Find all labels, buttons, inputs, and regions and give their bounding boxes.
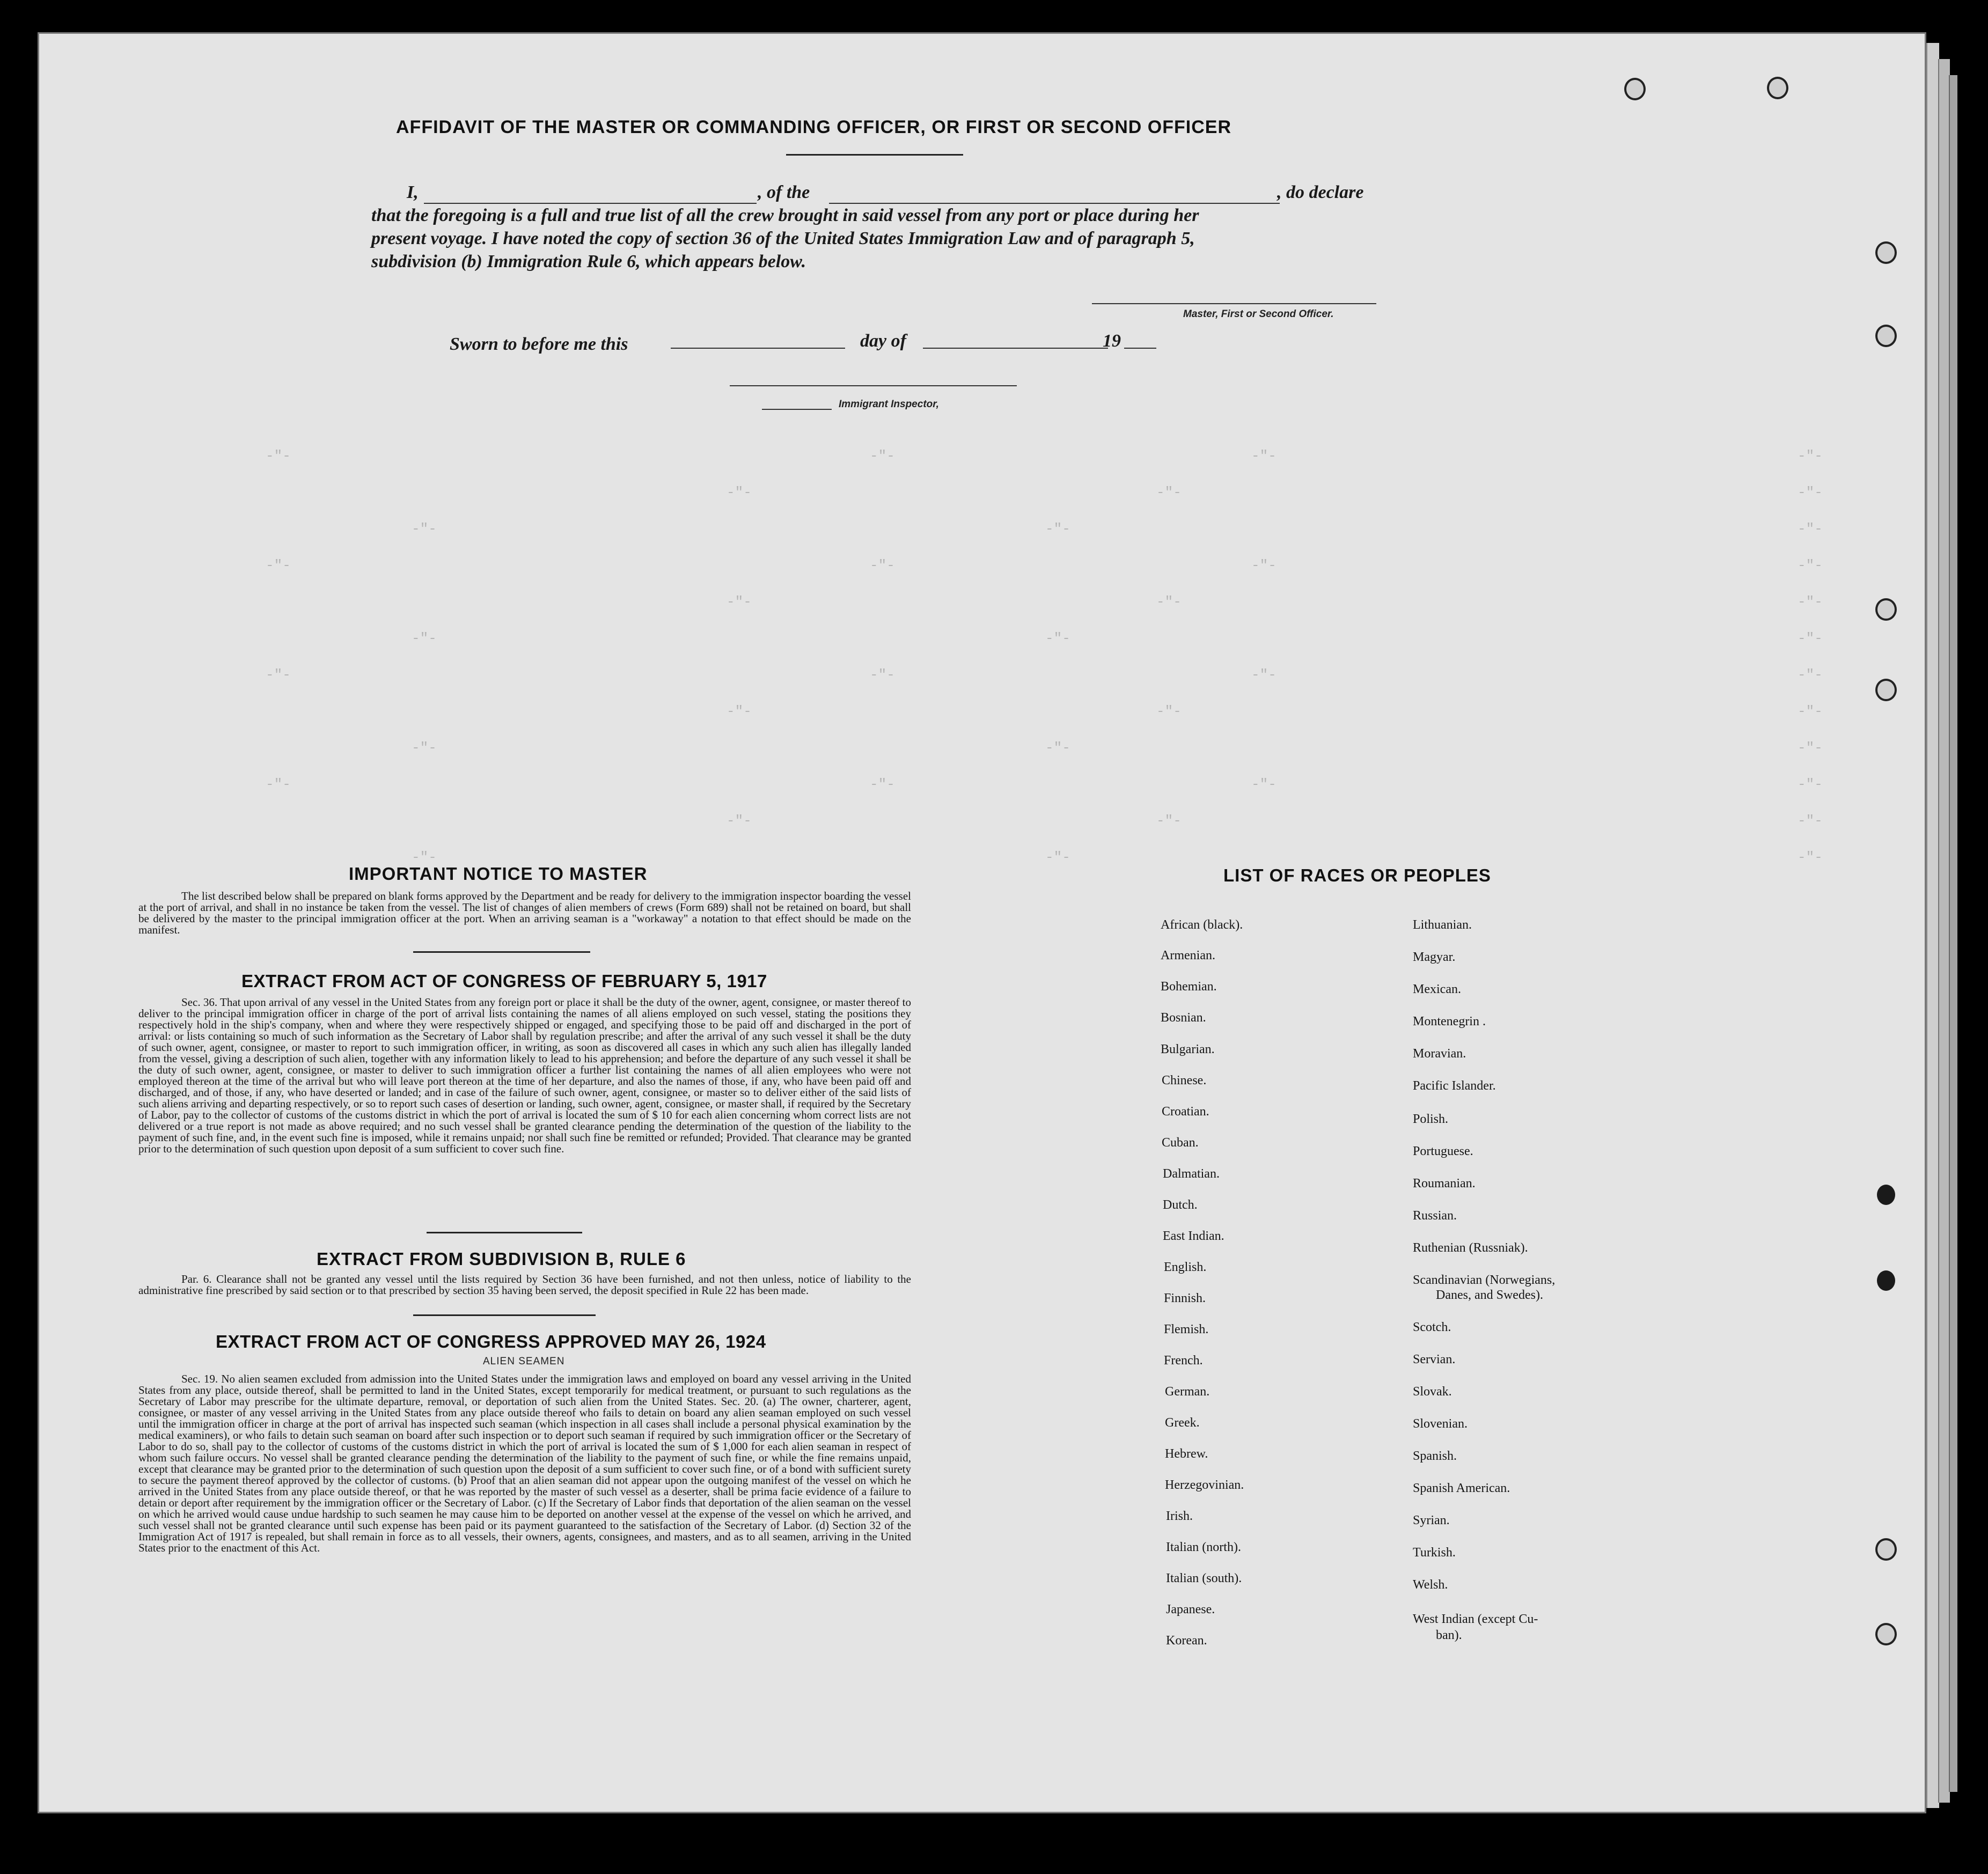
bleed-through-mark: -"- [412,740,437,756]
race-item: African (black). [1161,918,1243,932]
race-item: Chinese. [1162,1074,1207,1087]
race-item: West Indian (except Cu- [1413,1612,1538,1626]
affidavit-line4: subdivision (b) Immigration Rule 6, which appears below. [371,252,806,271]
race-item: French. [1164,1354,1203,1368]
bleed-through-mark: -"- [1045,630,1070,646]
race-item: Armenian. [1161,949,1215,962]
race-item: Italian (north). [1166,1540,1241,1554]
bleed-through-mark: -"- [1251,667,1277,683]
race-item: Cuban. [1162,1136,1199,1150]
race-item: Finnish. [1164,1291,1206,1305]
race-item: Syrian. [1413,1513,1450,1527]
bleed-through-mark: -"- [1156,703,1182,719]
race-item: Mexican. [1413,982,1461,996]
bleed-through-mark: -"- [870,776,895,792]
race-item: Moravian. [1413,1047,1466,1061]
extract-1924-title: EXTRACT FROM ACT OF CONGRESS APPROVED MAY 26, 1924 [216,1332,766,1351]
bleed-through-mark: -"- [1798,703,1823,719]
bleed-through-mark: -"- [1251,448,1277,464]
race-item: Herzegovinian. [1165,1478,1244,1492]
name-blank[interactable] [424,203,757,204]
bleed-through-mark: -"- [266,667,291,683]
bleed-through-mark: -"- [266,776,291,792]
year-blank[interactable] [1124,348,1156,349]
day-blank[interactable] [671,348,845,349]
section-rule [427,1232,582,1233]
race-item: Welsh. [1413,1578,1448,1592]
bleed-through-mark: -"- [1156,594,1182,610]
inspector-line[interactable] [730,385,1017,386]
race-item: Greek. [1165,1416,1200,1430]
section-rule [413,951,590,953]
rule6-body: Par. 6. Clearance shall not be granted any vessel until the lists required by Section 36 have been furnished, and not then unless, notice of liability to the administrative fine prescribed by said section or to that prescribed by section 35 having been served, the deposit specified in Rule 22 has been made. [138,1273,911,1297]
page-edge [1938,59,1950,1803]
bleed-through-mark: -"- [870,667,895,683]
race-item: Flemish. [1164,1322,1209,1336]
bleed-through-mark: -"- [412,849,437,865]
affidavit-line2: that the foregoing is a full and true list of all the crew brought in said vessel from any port or place during her [371,205,1199,225]
race-item: Dutch. [1163,1198,1198,1212]
bleed-through-mark: -"- [1798,557,1823,574]
vessel-blank[interactable] [829,203,1280,204]
title-rule [786,154,963,156]
year-label: 19 [1103,331,1121,351]
race-item: Dalmatian. [1163,1167,1220,1181]
bleed-through-mark: -"- [1798,448,1823,464]
race-item: ban). [1436,1628,1462,1642]
bleed-through-mark: -"- [870,557,895,574]
bleed-through-mark: -"- [1251,557,1277,574]
bleed-through-mark: -"- [1045,740,1070,756]
binder-hole [1877,1270,1895,1291]
day-of-label: day of [860,331,906,351]
race-item: Bulgarian. [1161,1042,1215,1056]
race-item: Croatian. [1162,1105,1209,1119]
binder-hole [1875,598,1897,621]
extract-1924-body: Sec. 19. No alien seamen excluded from admission into the United States under the immigration laws and employed on board any vessel arriving in the United States from any place, outside thereof, shall be permitted to land in the United States, except temporarily for medical treatment, or pursuant to such regulations as the Secretary of Labor may prescribe for the ultimate departure, removal, or deportation of such alien from the United States. Sec. 20. (a) The owner, charterer, agent, consignee, or master of any vessel arriving in the United States from any place outside thereof who fails to detain on board any alien seaman employed on such vessel until the immigration officer in charge at the port of arrival has inspected such seaman (which inspection in all cases shall include a personal physical examination by the medical examiners), or who fails to detain such seaman on board after such inspection or to deport such seaman if required by such immigration officer or the Secretary of Labor to do so, shall pay to the collector of customs of the customs district in which the port of arrival is located the sum of $ 1,000 for each alien seaman in respect of whom such failure occurs. No vessel shall be granted clearance pending the determination of the liability to the payment of such fine, or while the fine remains unpaid, except that clearance may be granted prior to the determination of such question upon the deposit of a sum sufficient to cover such fine, or of a bond with sufficient surety to secure the payment thereof approved by the collector of customs. (b) Proof that an alien seaman did not appear upon the outgoing manifest of the vessel on which he arrived in the United States from any place outside thereof, or that he was reported by the master of such vessel as a deserter, shall be prima facie evidence of a failure to detain or deport after requirement by the immigration officer or the Secretary of Labor. (c) If the Secretary of Labor finds that deportation of the alien seaman on the vessel on which he arrived would cause undue hardship to such seamen he may cause him to be deported on another vessel at the expense of the vessel on which he arrived, and such vessel shall not be granted clearance until such expense has been paid or its payment guaranteed to the satisfaction of the Secretary of Labor. (d) Section 32 of the Immigration Act of 1917 is repealed, but shall remain in force as to all vessels, their owners, agents, consignees, and masters, and as to all seamen, arriving in the United States prior to the enactment of this Act. [138,1372,911,1554]
race-item: German. [1165,1385,1210,1399]
bleed-through-mark: -"- [1798,594,1823,610]
notice-title: IMPORTANT NOTICE TO MASTER [349,864,648,884]
month-blank[interactable] [923,348,1108,349]
race-item: Roumanian. [1413,1177,1476,1190]
bleed-through-mark: -"- [1798,849,1823,865]
bleed-through-mark: -"- [266,557,291,574]
race-item: Danes, and Swedes). [1436,1288,1543,1302]
extract-1917-body: Sec. 36. That upon arrival of any vessel in the United States from any foreign port or place it shall be the duty of the owner, agent, consignee, or master thereof to deliver to the principal immigration officer in charge of the port of arrival lists containing the names of all aliens employed on such vessel, stating the positions they respectively hold in the ship's company, when and where they were respectively shipped or engaged, and specifying those to be paid off and discharged in the port of arrival: or lists containing so much of such information as the Secretary of Labor shall by regulation prescribe; and after the arrival of any such vessel it shall be the duty of such owner, agent, consignee, or master to report to such immigration officer, in writing, as soon as discovered all cases in which any such alien has illegally landed from the vessel, giving a description of such alien, together with any information likely to lead to his apprehension; and before the departure of any such vessel it shall be the duty of such owner, agent, consignee, or master to deliver to such immigration officer a further list containing the names of all alien employees who were not employed thereon at the time of the arrival but who will leave port thereon at the time of her departure, and also the names of those, if any, who have been paid off and discharged, and of those, if any, who have deserted or landed; and in case of the failure of such owner, agent, consignee, or master so to deliver either of the said lists of such aliens arriving and departing respectively, or so to report such cases of desertion or landing, such owner, agent, consignee, or master shall, if required by the Secretary of Labor, pay to the collector of customs of the customs district in which the port of arrival is located the sum of $ 10 for each alien concerning whom correct lists are not delivered or a true report is not made as above required; and no such vessel shall be granted clearance pending the determination of the question of the liability to the payment of such fine, and, in the event such fine is imposed, while it remains unpaid; nor shall such fine be remitted or refunded; Provided. That clearance may be granted prior to the determination of such question upon deposit of a sum sufficient to cover such fine. [138,996,911,1155]
race-item: Korean. [1166,1634,1207,1648]
page-edge [1949,75,1957,1792]
binder-hole [1875,325,1897,347]
binder-hole [1875,241,1897,264]
race-item: Slovak. [1413,1385,1452,1399]
bleed-through-mark: -"- [1045,849,1070,865]
bleed-through-mark: -"- [1798,667,1823,683]
binder-hole [1875,679,1897,701]
bleed-through-mark: -"- [727,703,752,719]
notice-body: The list described below shall be prepared on blank forms approved by the Department and be ready for delivery to the immigration inspector boarding the vessel at the port of arrival, and shall in no instance be taken from the vessel. The list of changes of alien members of crews (Form 689) shall not be retained on board, but shall be delivered by the master to the principal immigration officer at the port. When an arriving seaman is a "workaway" a notation to that effect should be made on the manifest. [138,890,911,936]
binder-hole [1767,77,1788,99]
inspector-line-short [762,409,832,410]
signature-label: Master, First or Second Officer. [1183,308,1334,320]
race-item: Russian. [1413,1209,1457,1223]
bleed-through-mark: -"- [1251,776,1277,792]
bleed-through-mark: -"- [412,521,437,537]
affidavit-declare: , do declare [1277,182,1364,202]
bleed-through-mark: -"- [412,630,437,646]
bleed-through-mark: -"- [727,484,752,501]
bleed-through-mark: -"- [1798,740,1823,756]
page-edge [1926,43,1939,1808]
race-item: Pacific Islander. [1413,1079,1496,1093]
race-item: Turkish. [1413,1546,1456,1560]
affidavit-title: AFFIDAVIT OF THE MASTER OR COMMANDING OFFICER, OR FIRST OR SECOND OFFICER [396,117,1231,137]
binder-hole [1877,1185,1895,1205]
race-item: Servian. [1413,1353,1456,1366]
binder-hole [1875,1538,1897,1561]
inspector-label: Immigrant Inspector, [839,399,939,410]
signature-line[interactable] [1092,303,1376,304]
race-item: Bosnian. [1161,1011,1206,1025]
race-item: Japanese. [1166,1603,1215,1616]
binder-hole [1875,1623,1897,1645]
bleed-through-mark: -"- [870,448,895,464]
races-title: LIST OF RACES OR PEOPLES [1223,865,1491,885]
bleed-through-mark: -"- [1045,521,1070,537]
race-item: Polish. [1413,1112,1449,1126]
binder-hole [1624,78,1646,100]
rule6-title: EXTRACT FROM SUBDIVISION B, RULE 6 [317,1249,686,1269]
extract-1924-subtitle: ALIEN SEAMEN [483,1356,565,1367]
race-item: Ruthenian (Russniak). [1413,1241,1528,1255]
race-item: Scotch. [1413,1320,1451,1334]
bleed-through-mark: -"- [1156,813,1182,829]
race-item: Spanish. [1413,1449,1457,1463]
bleed-through-mark: -"- [266,448,291,464]
sworn-label: Sworn to before me this [450,334,628,354]
race-item: Magyar. [1413,950,1456,964]
race-item: Lithuanian. [1413,918,1472,932]
race-item: Spanish American. [1413,1481,1510,1495]
bleed-through-mark: -"- [727,594,752,610]
bleed-through-mark: -"- [1156,484,1182,501]
race-item: Montenegrin . [1413,1015,1486,1028]
affidavit-i: I, [407,182,419,202]
race-item: Hebrew. [1165,1447,1208,1461]
race-item: English. [1164,1260,1207,1274]
race-item: Scandinavian (Norwegians, [1413,1273,1556,1287]
bleed-through-mark: -"- [727,813,752,829]
race-item: Bohemian. [1161,980,1217,994]
race-item: Irish. [1166,1509,1193,1523]
affidavit-of-the: , of the [758,182,810,202]
bleed-through-mark: -"- [1798,484,1823,501]
race-item: Slovenian. [1413,1417,1468,1431]
affidavit-line3: present voyage. I have noted the copy of section 36 of the United States Immigration Law and of paragraph 5, [371,229,1195,248]
section-rule [413,1314,596,1316]
extract-1917-title: EXTRACT FROM ACT OF CONGRESS OF FEBRUARY 5, 1917 [241,971,767,991]
bleed-through-mark: -"- [1798,521,1823,537]
race-item: East Indian. [1163,1229,1224,1243]
bleed-through-mark: -"- [1798,813,1823,829]
bleed-through-mark: -"- [1798,776,1823,792]
race-item: Portuguese. [1413,1144,1473,1158]
bleed-through-mark: -"- [1798,630,1823,646]
race-item: Italian (south). [1166,1571,1242,1585]
